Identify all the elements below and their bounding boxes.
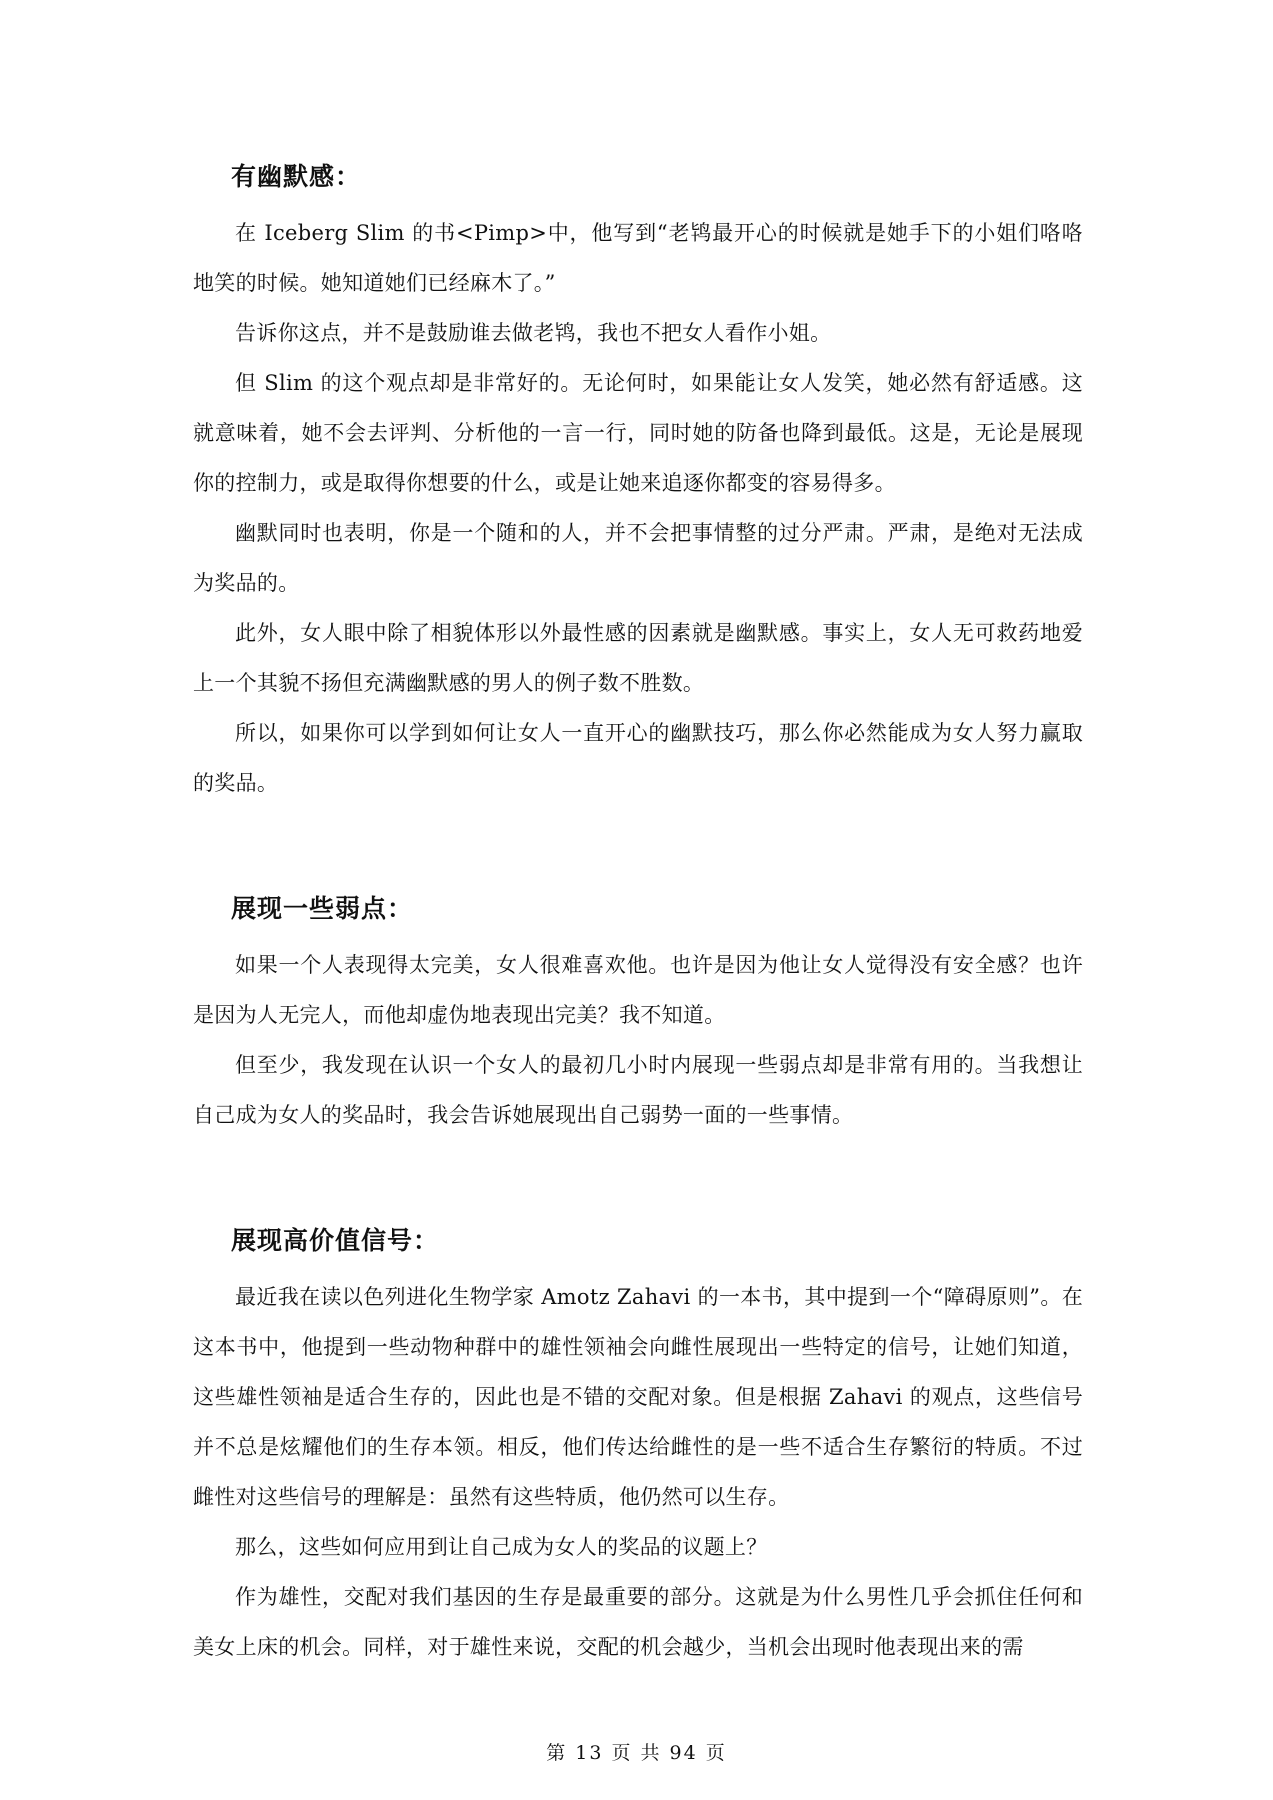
paragraph: 在 Iceberg Slim 的书<Pimp>中，他写到“老鸨最开心的时候就是她手下的小姐们咯咯地笑的时候。她知道她们已经麻木了。”	[193, 221, 1083, 295]
section-spacer	[193, 1140, 1083, 1224]
paragraph: 作为雄性，交配对我们基因的生存是最重要的部分。这就是为什么男性几乎会抓住任何和美女上床的机会。同样，对于雄性来说，交配的机会越少，当机会出现时他表现出来的需	[193, 1585, 1083, 1659]
section-high-value-signals	[193, 1224, 1083, 1672]
paragraph: 如果一个人表现得太完美，女人很难喜欢他。也许是因为他让女人觉得没有安全感？也许是因为人无完人，而他却虚伪地表现出完美？我不知道。	[193, 953, 1083, 1027]
section-spacer	[193, 808, 1083, 892]
section-weakness	[193, 892, 1083, 1140]
paragraph: 最近我在读以色列进化生物学家 Amotz Zahavi 的一本书，其中提到一个“障碍原则”。在这本书中，他提到一些动物种群中的雄性领袖会向雌性展现出一些特定的信号，让她们知道，这些雄性领袖是适合生存的，因此也是不错的交配对象。但是根据 Zahavi 的观点，这些信号并不总是炫耀他们的生存本领。相反，他们传达给雌性的是一些不适合生存繁衍的特质。不过雌性对这些信号的理解是：虽然有这些特质，他仍然可以生存。	[193, 1285, 1083, 1509]
page-number-footer: 第 13 页 共 94 页	[546, 1742, 727, 1764]
page-content	[193, 160, 1083, 1672]
paragraph: 所以，如果你可以学到如何让女人一直开心的幽默技巧，那么你必然能成为女人努力赢取的奖品。	[193, 721, 1083, 795]
paragraph: 但至少，我发现在认识一个女人的最初几小时内展现一些弱点却是非常有用的。当我想让自己成为女人的奖品时，我会告诉她展现出自己弱势一面的一些事情。	[193, 1053, 1083, 1127]
section-heading: 展现高价值信号：	[231, 1226, 440, 1255]
section-heading: 有幽默感：	[231, 162, 362, 191]
paragraph: 告诉你这点，并不是鼓励谁去做老鸨，我也不把女人看作小姐。	[235, 321, 832, 345]
paragraph: 但 Slim 的这个观点却是非常好的。无论何时，如果能让女人发笑，她必然有舒适感。这就意味着，她不会去评判、分析他的一言一行，同时她的防备也降到最低。这是，无论是展现你的控制力，或是取得你想要的什么，或是让她来追逐你都变的容易得多。	[193, 371, 1083, 495]
section-heading: 展现一些弱点：	[231, 894, 414, 923]
paragraph: 幽默同时也表明，你是一个随和的人，并不会把事情整的过分严肃。严肃，是绝对无法成为奖品的。	[193, 521, 1083, 595]
section-humor	[193, 160, 1083, 808]
paragraph: 此外，女人眼中除了相貌体形以外最性感的因素就是幽默感。事实上，女人无可救药地爱上一个其貌不扬但充满幽默感的男人的例子数不胜数。	[193, 621, 1083, 695]
paragraph: 那么，这些如何应用到让自己成为女人的奖品的议题上？	[235, 1535, 768, 1559]
